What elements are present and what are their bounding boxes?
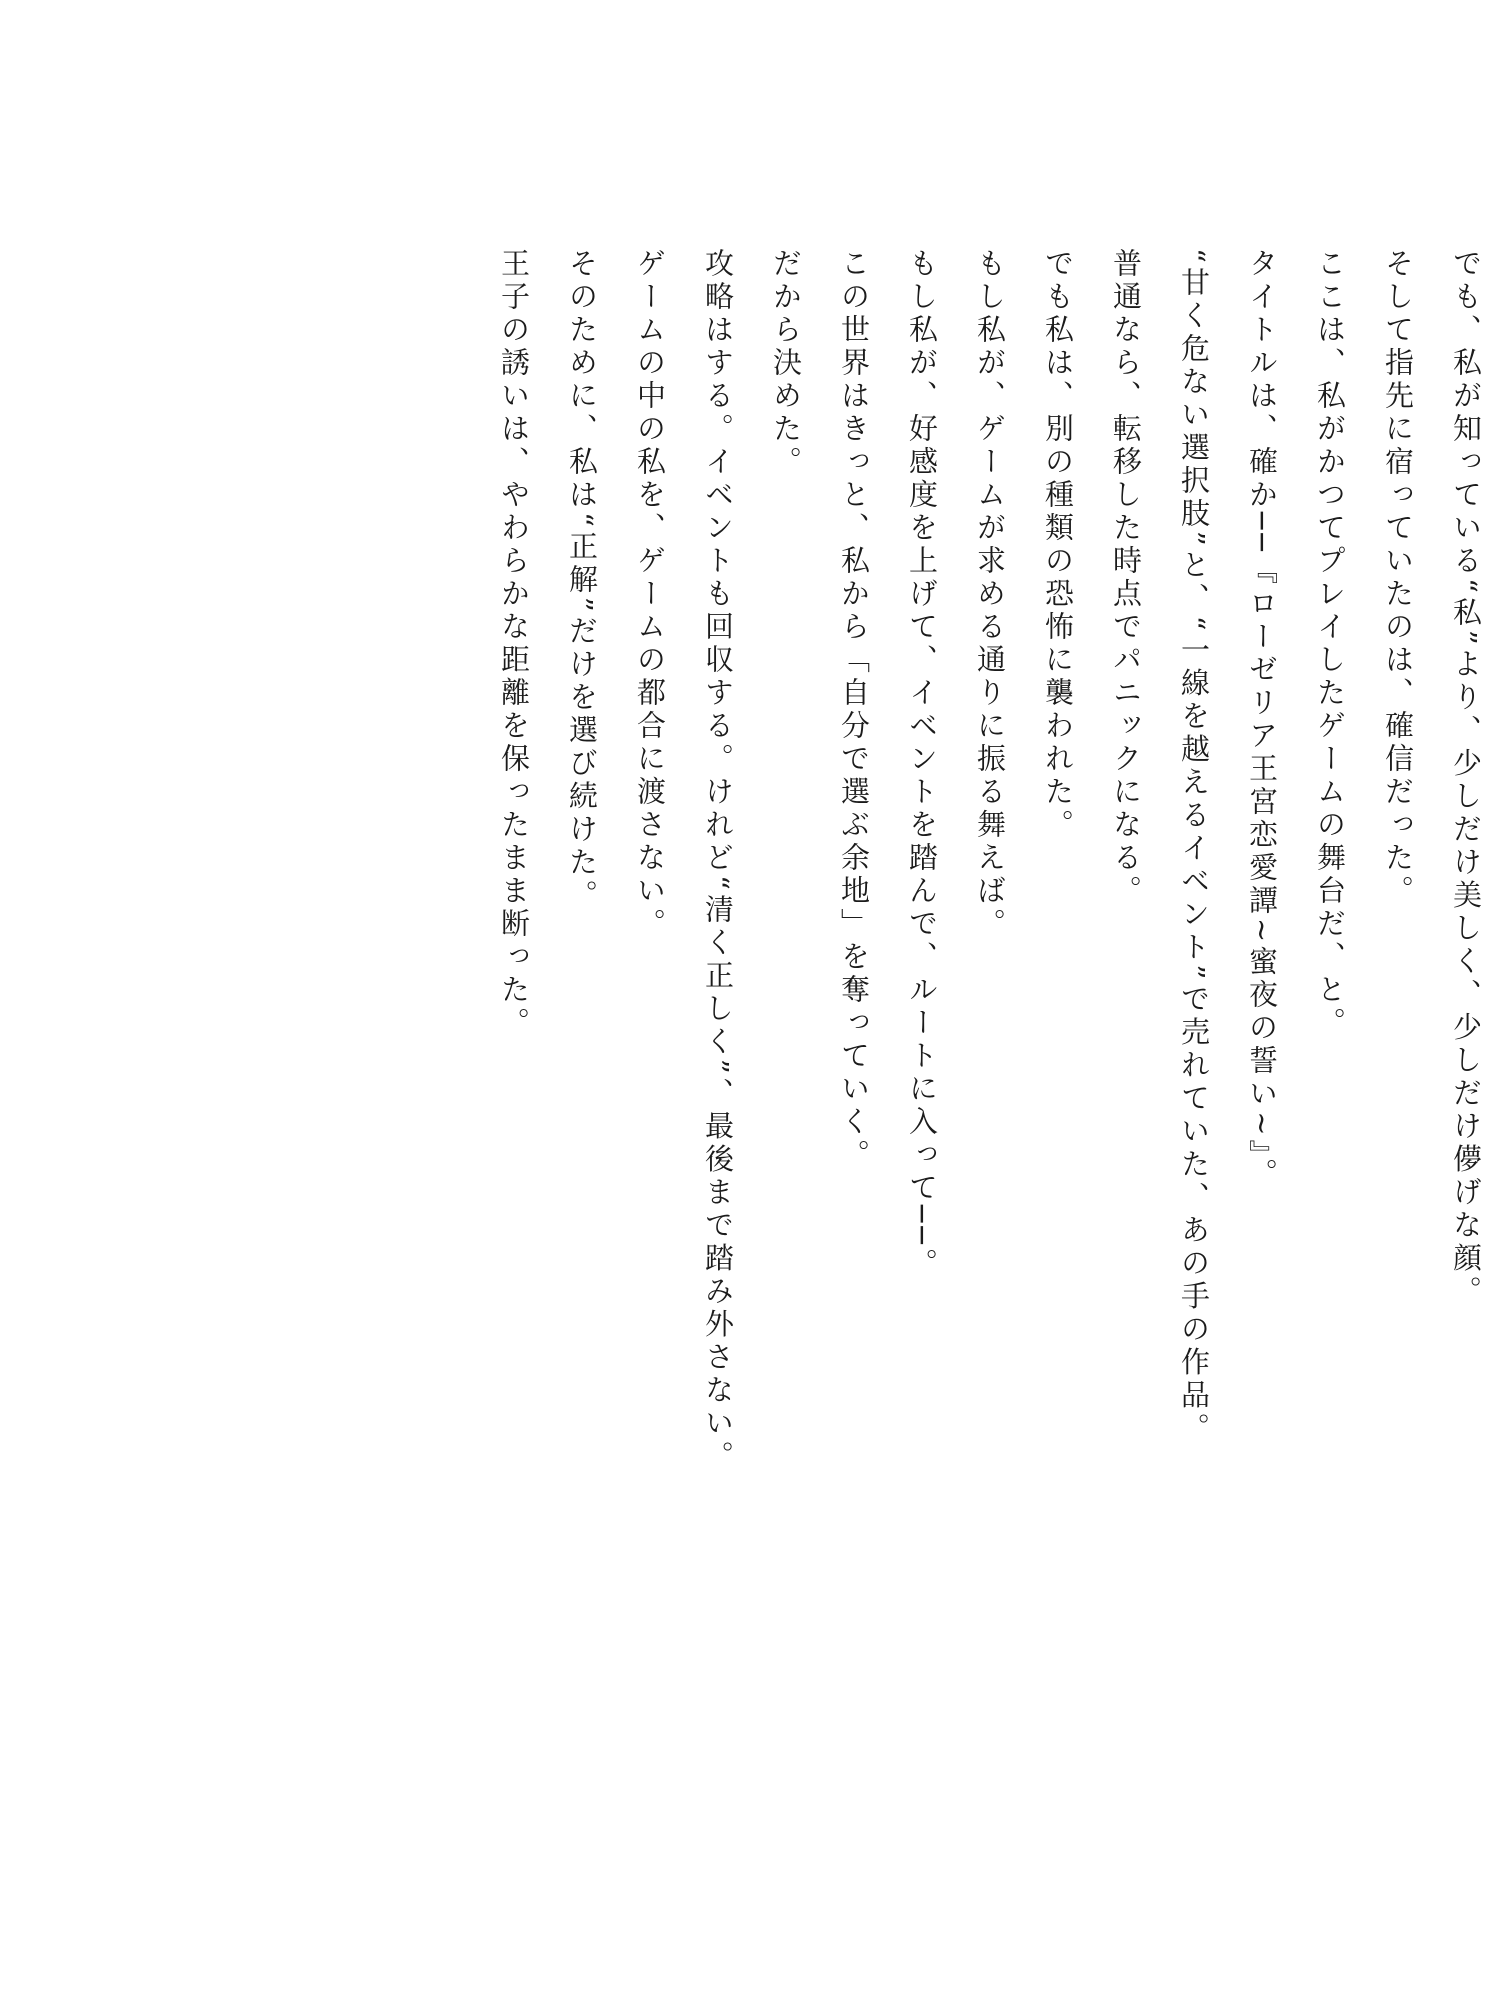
text-line-10: この世界はきっと、私から「自分で選ぶ余地」を奪っていく。: [837, 248, 871, 1172]
text-line-3: ここは、私がかつてプレイしたゲームの舞台だ、と。: [1313, 248, 1347, 1040]
text-line-14: そのために、私は“正解”だけを選び続けた。: [565, 248, 599, 913]
text-line-11: だから決めた。: [769, 248, 803, 479]
text-line-12: 攻略はする。イベントも回収する。けれど“清く正しく”、最後まで踏み外さない。: [701, 248, 735, 1474]
text-line-9: もし私が、好感度を上げて、イベントを踏んで、ルートに入って──。: [905, 248, 939, 1281]
text-line-2: そして指先に宿っていたのは、確信だった。: [1381, 248, 1415, 908]
text-line-13: ゲームの中の私を、ゲームの都合に渡さない。: [633, 248, 667, 941]
text-line-15: 王子の誘いは、やわらかな距離を保ったまま断った。: [497, 248, 531, 1040]
text-line-8: もし私が、ゲームが求める通りに振る舞えば。: [973, 248, 1007, 941]
vertical-text-block: [237, 248, 1500, 1808]
text-line-1: でも、私が知っている“私”より、少しだけ美しく、少しだけ儚げな顔。: [1449, 248, 1483, 1309]
text-line-5: “甘く危ない選択肢”と、“一線を越えるイベント”で売れていた、あの手の作品。: [1177, 248, 1211, 1446]
text-line-7: でも私は、別の種類の恐怖に襲われた。: [1041, 248, 1075, 842]
text-line-4: タイトルは、確か──『ローゼリア王宮恋愛譚~蜜夜の誓い~』。: [1245, 248, 1279, 1192]
text-line-6: 普通なら、転移した時点でパニックになる。: [1109, 248, 1143, 908]
